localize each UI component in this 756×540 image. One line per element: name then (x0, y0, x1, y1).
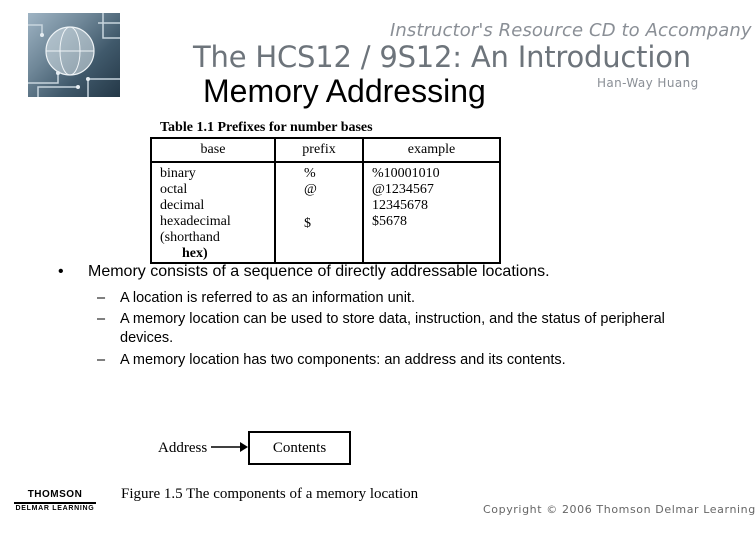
dash-marker: – (97, 352, 106, 368)
cover-art-image (28, 13, 120, 97)
publisher-logo (14, 489, 96, 521)
publisher-logo-bottom: DELMAR LEARNING (15, 505, 95, 512)
example-value: $5678 (372, 214, 407, 229)
example-value: 12345678 (372, 198, 428, 213)
base-value: hexadecimal (160, 214, 231, 229)
book-subtitle: Instructor's Resource CD to Accompany (390, 20, 752, 41)
sub-bullet-text: A memory location can be used to store data, instruction, and the status of peripheral devices. (120, 311, 665, 346)
column-header-example: example (363, 138, 500, 162)
base-value: octal (160, 182, 188, 197)
column-header-base: base (151, 138, 275, 162)
globe-circuit-graphic (28, 13, 120, 97)
sub-bullet-text: A memory location has two components: an address and its contents. (120, 352, 566, 368)
prefix-table (150, 137, 501, 264)
main-bullet-text: Memory consists of a sequence of directly addressable locations. (88, 263, 550, 280)
copyright-notice: Copyright © 2006 Thomson Delmar Learning (483, 503, 756, 516)
book-title: The HCS12 / 9S12: An Introduction (193, 40, 691, 74)
example-value: @1234567 (372, 182, 434, 197)
figure-address-label: Address (158, 440, 208, 456)
base-value-bold: hex) (182, 246, 208, 261)
prefix-value: % (304, 166, 316, 181)
dash-marker: – (97, 311, 106, 327)
publisher-logo-top: THOMSON (27, 489, 83, 500)
book-author: Han-Way Huang (597, 76, 699, 90)
dash-marker: – (97, 290, 106, 306)
base-value: decimal (160, 198, 205, 213)
sub-bullet (97, 310, 677, 348)
prefix-value-empty (304, 198, 362, 214)
base-value: binary (160, 166, 196, 181)
base-value: (shorthand (160, 230, 220, 245)
example-value: %10001010 (372, 166, 440, 181)
figure-caption: Figure 1.5 The components of a memory location (121, 486, 419, 502)
column-header-prefix: prefix (275, 138, 363, 162)
main-bullet (58, 263, 550, 281)
sub-bullet (97, 351, 566, 370)
example-cell (363, 162, 500, 263)
base-cell (151, 162, 275, 263)
prefix-value: $ (304, 216, 311, 231)
table-header-row (151, 138, 500, 162)
prefix-cell (275, 162, 363, 263)
arrow-right-icon (211, 441, 249, 453)
table-caption: Table 1.1 Prefixes for number bases (160, 120, 373, 135)
figure-contents-box: Contents (248, 431, 351, 465)
prefix-value: @ (304, 182, 317, 197)
bullet-marker: • (58, 263, 64, 280)
publisher-logo-rule (14, 502, 96, 504)
sub-bullet (97, 289, 415, 308)
slide-title: Memory Addressing (203, 73, 486, 109)
table-body-row (151, 162, 500, 263)
sub-bullet-text: A location is referred to as an information unit. (120, 290, 415, 306)
